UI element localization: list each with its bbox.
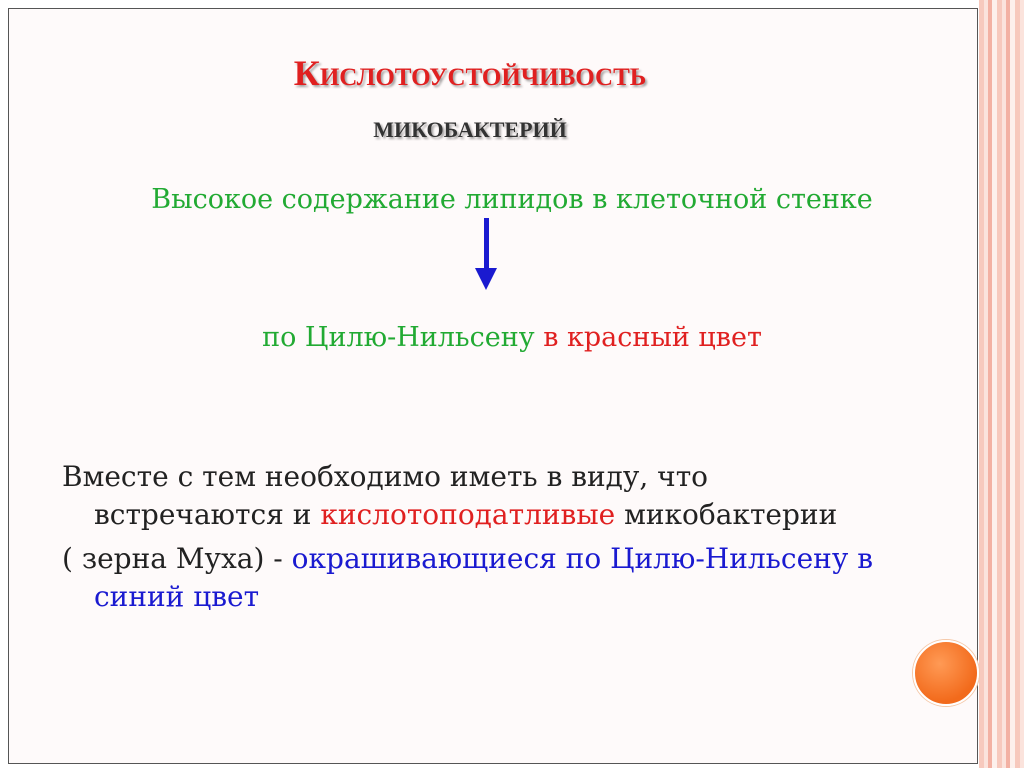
paragraph1-line2 (62, 496, 962, 534)
paragraph1-end: микобактерии (624, 498, 838, 531)
slide-subtitle: микобактерий (373, 108, 567, 144)
stain-method: по Цилю-Нильсену (262, 322, 535, 353)
stain-color-red: в красный цвет (543, 322, 762, 353)
acid-susceptible-term: кислотоподатливые (320, 498, 616, 531)
blue-stain-line1: окрашивающиеся по Цилю-Нильсену в (291, 542, 873, 575)
blue-stain-line2: синий цвет (94, 580, 260, 613)
paragraph1-line1: Вместе с тем необходимо иметь в виду, что (62, 460, 709, 493)
paragraph-much-granules (62, 540, 962, 616)
stain-result (0, 322, 1024, 353)
lipid-statement: Высокое содержание липидов в клеточной стенке (151, 184, 873, 215)
down-arrow-icon (475, 218, 497, 290)
orange-circle-decoration (913, 640, 979, 706)
decorative-stripes (979, 0, 1024, 768)
slide-title: Кислотоустойчивость (293, 53, 647, 93)
paragraph-acid-susceptible (62, 458, 962, 534)
paragraph2-start: ( зерна Муха) - (62, 542, 283, 575)
paragraph1-start: встречаются и (94, 498, 312, 531)
